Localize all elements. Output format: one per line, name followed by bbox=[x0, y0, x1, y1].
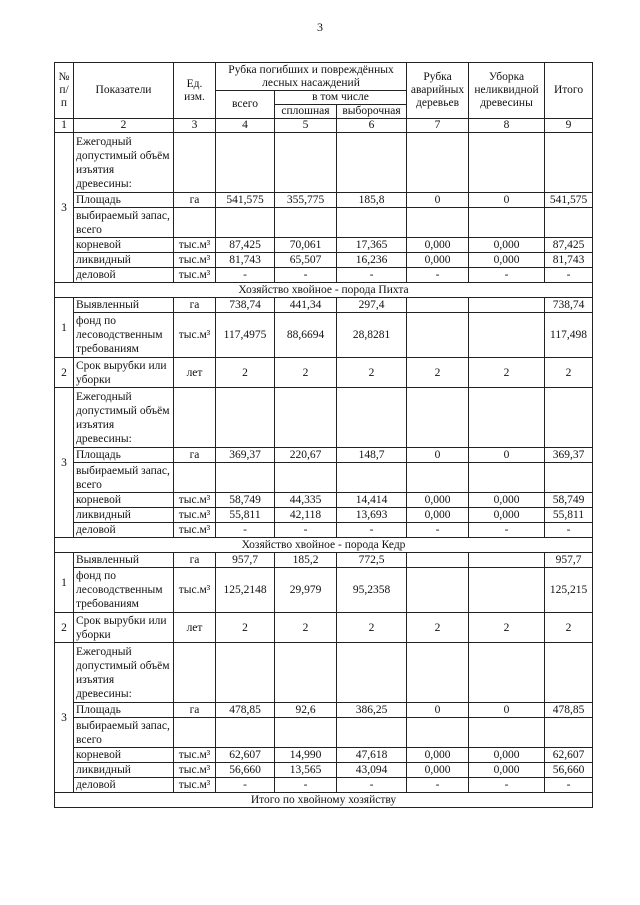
value-cell bbox=[545, 208, 593, 238]
table-row bbox=[55, 508, 593, 523]
value-cell: 0,000 bbox=[407, 238, 469, 253]
unit-cell bbox=[174, 388, 216, 448]
value-cell: 43,094 bbox=[337, 763, 407, 778]
indicator-label: выбираемый запас, всего bbox=[74, 463, 174, 493]
table-row bbox=[55, 358, 593, 388]
value-cell: 55,811 bbox=[545, 508, 593, 523]
value-cell: 0 bbox=[407, 193, 469, 208]
value-cell: 772,5 bbox=[337, 553, 407, 568]
value-cell: 92,6 bbox=[275, 703, 337, 718]
value-cell: 0,000 bbox=[469, 253, 545, 268]
value-cell bbox=[469, 718, 545, 748]
value-cell bbox=[337, 463, 407, 493]
section-header-row bbox=[55, 538, 593, 553]
value-cell: - bbox=[216, 268, 275, 283]
value-cell: 0 bbox=[469, 448, 545, 463]
value-cell: 541,575 bbox=[545, 193, 593, 208]
table-row bbox=[55, 523, 593, 538]
indicator-label: деловой bbox=[74, 523, 174, 538]
value-cell bbox=[407, 298, 469, 313]
value-cell: 441,34 bbox=[275, 298, 337, 313]
value-cell: 62,607 bbox=[216, 748, 275, 763]
header-col-including: в том числе bbox=[275, 91, 407, 105]
table-row bbox=[55, 748, 593, 763]
unit-cell: тыс.м³ bbox=[174, 253, 216, 268]
value-cell: - bbox=[337, 268, 407, 283]
header-col-selective: выборочная bbox=[337, 105, 407, 119]
value-cell bbox=[545, 718, 593, 748]
row-number: 2 bbox=[55, 358, 74, 388]
header-col-num: № п/п bbox=[55, 63, 74, 119]
value-cell bbox=[337, 643, 407, 703]
value-cell: 2 bbox=[216, 358, 275, 388]
column-number: 1 bbox=[55, 119, 74, 133]
header-col-clear: сплошная bbox=[275, 105, 337, 119]
indicator-label: корневой bbox=[74, 238, 174, 253]
table-row bbox=[55, 253, 593, 268]
value-cell: - bbox=[469, 778, 545, 793]
row-number: 3 bbox=[55, 388, 74, 538]
table-row bbox=[55, 718, 593, 748]
value-cell bbox=[275, 208, 337, 238]
value-cell bbox=[545, 133, 593, 193]
unit-cell: тыс.м³ bbox=[174, 568, 216, 613]
value-cell: 185,2 bbox=[275, 553, 337, 568]
value-cell: 13,693 bbox=[337, 508, 407, 523]
value-cell bbox=[407, 553, 469, 568]
value-cell: - bbox=[275, 778, 337, 793]
table-row bbox=[55, 613, 593, 643]
value-cell: - bbox=[469, 268, 545, 283]
value-cell: 0,000 bbox=[469, 493, 545, 508]
table-row bbox=[55, 463, 593, 493]
value-cell: 0,000 bbox=[407, 493, 469, 508]
row-number: 3 bbox=[55, 643, 74, 793]
unit-cell: тыс.м³ bbox=[174, 508, 216, 523]
unit-cell: тыс.м³ bbox=[174, 763, 216, 778]
value-cell: 0,000 bbox=[469, 748, 545, 763]
row-number: 1 bbox=[55, 298, 74, 358]
value-cell: 58,749 bbox=[545, 493, 593, 508]
table-row bbox=[55, 703, 593, 718]
value-cell bbox=[407, 388, 469, 448]
value-cell bbox=[275, 643, 337, 703]
value-cell bbox=[216, 388, 275, 448]
value-cell bbox=[469, 208, 545, 238]
forest-felling-table bbox=[54, 62, 593, 808]
value-cell: - bbox=[545, 778, 593, 793]
indicator-label: фонд по лесоводственным требованиям bbox=[74, 313, 174, 358]
section-title-fir: Хозяйство хвойное - порода Пихта bbox=[55, 283, 593, 298]
value-cell: 65,507 bbox=[275, 253, 337, 268]
header-row-1 bbox=[55, 63, 593, 91]
value-cell: - bbox=[545, 523, 593, 538]
header-col-emergency: Рубка аварийных деревьев bbox=[407, 63, 469, 119]
value-cell bbox=[275, 463, 337, 493]
value-cell: 87,425 bbox=[545, 238, 593, 253]
value-cell: 2 bbox=[275, 358, 337, 388]
value-cell: 2 bbox=[407, 358, 469, 388]
indicator-label: Ежегодный допустимый объём изъятия древесины: bbox=[74, 133, 174, 193]
value-cell: - bbox=[275, 523, 337, 538]
header-col-nonliquid: Уборка неликвидной древесины bbox=[469, 63, 545, 119]
value-cell: 369,37 bbox=[216, 448, 275, 463]
value-cell: 70,061 bbox=[275, 238, 337, 253]
unit-cell bbox=[174, 643, 216, 703]
unit-cell: тыс.м³ bbox=[174, 778, 216, 793]
table-row bbox=[55, 388, 593, 448]
table-row bbox=[55, 553, 593, 568]
value-cell: 81,743 bbox=[545, 253, 593, 268]
value-cell: 47,618 bbox=[337, 748, 407, 763]
column-number: 8 bbox=[469, 119, 545, 133]
section-header-row bbox=[55, 283, 593, 298]
indicator-label: ликвидный bbox=[74, 763, 174, 778]
value-cell bbox=[337, 208, 407, 238]
value-cell bbox=[545, 643, 593, 703]
unit-cell: тыс.м³ bbox=[174, 238, 216, 253]
value-cell: - bbox=[216, 523, 275, 538]
value-cell: - bbox=[545, 268, 593, 283]
table-row bbox=[55, 208, 593, 238]
value-cell bbox=[407, 718, 469, 748]
value-cell bbox=[407, 643, 469, 703]
unit-cell: га bbox=[174, 703, 216, 718]
value-cell: 0 bbox=[407, 703, 469, 718]
value-cell: 44,335 bbox=[275, 493, 337, 508]
indicator-label: выбираемый запас, всего bbox=[74, 208, 174, 238]
value-cell: 297,4 bbox=[337, 298, 407, 313]
value-cell: 957,7 bbox=[216, 553, 275, 568]
value-cell bbox=[469, 298, 545, 313]
value-cell bbox=[216, 643, 275, 703]
table-row bbox=[55, 448, 593, 463]
value-cell: 81,743 bbox=[216, 253, 275, 268]
unit-cell: тыс.м³ bbox=[174, 523, 216, 538]
value-cell: 0,000 bbox=[469, 763, 545, 778]
column-number: 5 bbox=[275, 119, 337, 133]
value-cell bbox=[469, 643, 545, 703]
value-cell: 478,85 bbox=[545, 703, 593, 718]
column-number: 9 bbox=[545, 119, 593, 133]
indicator-label: Выявленный bbox=[74, 298, 174, 313]
value-cell: 29,979 bbox=[275, 568, 337, 613]
table-row bbox=[55, 763, 593, 778]
value-cell: 738,74 bbox=[216, 298, 275, 313]
value-cell: 125,215 bbox=[545, 568, 593, 613]
value-cell: 0 bbox=[469, 703, 545, 718]
value-cell: 56,660 bbox=[216, 763, 275, 778]
table-row bbox=[55, 133, 593, 193]
value-cell: 2 bbox=[216, 613, 275, 643]
value-cell: 28,8281 bbox=[337, 313, 407, 358]
value-cell: 220,67 bbox=[275, 448, 337, 463]
indicator-label: ликвидный bbox=[74, 253, 174, 268]
header-col-unit: Ед. изм. bbox=[174, 63, 216, 119]
unit-cell: тыс.м³ bbox=[174, 313, 216, 358]
value-cell: 2 bbox=[337, 613, 407, 643]
value-cell bbox=[216, 133, 275, 193]
value-cell: 87,425 bbox=[216, 238, 275, 253]
value-cell: - bbox=[337, 523, 407, 538]
indicator-label: корневой bbox=[74, 493, 174, 508]
value-cell: 0,000 bbox=[407, 748, 469, 763]
value-cell: 14,990 bbox=[275, 748, 337, 763]
unit-cell: тыс.м³ bbox=[174, 748, 216, 763]
header-col-felling-group: Рубка погибших и повреждённых лесных насаждений bbox=[216, 63, 407, 91]
indicator-label: Ежегодный допустимый объём изъятия древесины: bbox=[74, 388, 174, 448]
column-number: 2 bbox=[74, 119, 174, 133]
unit-cell: лет bbox=[174, 613, 216, 643]
indicator-label: Срок вырубки или уборки bbox=[74, 613, 174, 643]
value-cell: 2 bbox=[407, 613, 469, 643]
table-row bbox=[55, 568, 593, 613]
total-coniferous-title: Итого по хвойному хозяйству bbox=[55, 793, 593, 808]
indicator-label: фонд по лесоводственным требованиям bbox=[74, 568, 174, 613]
value-cell: 2 bbox=[337, 358, 407, 388]
value-cell: 56,660 bbox=[545, 763, 593, 778]
value-cell: 478,85 bbox=[216, 703, 275, 718]
value-cell: 2 bbox=[469, 358, 545, 388]
indicator-label: выбираемый запас, всего bbox=[74, 718, 174, 748]
value-cell: 0 bbox=[469, 193, 545, 208]
table-row bbox=[55, 493, 593, 508]
value-cell: - bbox=[407, 778, 469, 793]
column-number: 6 bbox=[337, 119, 407, 133]
indicator-label: Площадь bbox=[74, 193, 174, 208]
value-cell bbox=[469, 553, 545, 568]
value-cell: 117,498 bbox=[545, 313, 593, 358]
value-cell bbox=[275, 388, 337, 448]
unit-cell: тыс.м³ bbox=[174, 493, 216, 508]
value-cell bbox=[337, 133, 407, 193]
unit-cell: лет bbox=[174, 358, 216, 388]
value-cell bbox=[275, 718, 337, 748]
column-number: 7 bbox=[407, 119, 469, 133]
indicator-label: Площадь bbox=[74, 703, 174, 718]
value-cell: 17,365 bbox=[337, 238, 407, 253]
value-cell: 185,8 bbox=[337, 193, 407, 208]
column-numbers-row bbox=[55, 119, 593, 133]
indicator-label: корневой bbox=[74, 748, 174, 763]
value-cell: 148,7 bbox=[337, 448, 407, 463]
value-cell: 42,118 bbox=[275, 508, 337, 523]
unit-cell bbox=[174, 718, 216, 748]
value-cell: 117,4975 bbox=[216, 313, 275, 358]
value-cell bbox=[337, 718, 407, 748]
value-cell: 125,2148 bbox=[216, 568, 275, 613]
value-cell: 0,000 bbox=[407, 763, 469, 778]
page-number: 3 bbox=[317, 20, 323, 34]
header-col-total-all: всего bbox=[216, 91, 275, 119]
value-cell bbox=[407, 133, 469, 193]
unit-cell: га bbox=[174, 553, 216, 568]
value-cell: 386,25 bbox=[337, 703, 407, 718]
value-cell: 0,000 bbox=[469, 238, 545, 253]
value-cell: - bbox=[469, 523, 545, 538]
value-cell: 2 bbox=[275, 613, 337, 643]
value-cell: 14,414 bbox=[337, 493, 407, 508]
unit-cell: га bbox=[174, 193, 216, 208]
value-cell: - bbox=[407, 523, 469, 538]
value-cell bbox=[275, 133, 337, 193]
value-cell bbox=[407, 568, 469, 613]
column-number: 4 bbox=[216, 119, 275, 133]
unit-cell: тыс.м³ bbox=[174, 268, 216, 283]
header-col-indicators: Показатели bbox=[74, 63, 174, 119]
value-cell: 16,236 bbox=[337, 253, 407, 268]
unit-cell: га bbox=[174, 448, 216, 463]
table-row bbox=[55, 778, 593, 793]
indicator-label: Выявленный bbox=[74, 553, 174, 568]
row-number: 2 bbox=[55, 613, 74, 643]
table-row bbox=[55, 313, 593, 358]
value-cell: - bbox=[407, 268, 469, 283]
indicator-label: Площадь bbox=[74, 448, 174, 463]
value-cell: 2 bbox=[469, 613, 545, 643]
section-title-cedar: Хозяйство хвойное - порода Кедр bbox=[55, 538, 593, 553]
value-cell bbox=[337, 388, 407, 448]
value-cell: 2 bbox=[545, 613, 593, 643]
indicator-label: деловой bbox=[74, 268, 174, 283]
value-cell: 0,000 bbox=[469, 508, 545, 523]
indicator-label: деловой bbox=[74, 778, 174, 793]
value-cell bbox=[469, 568, 545, 613]
value-cell: 2 bbox=[545, 358, 593, 388]
table-row bbox=[55, 643, 593, 703]
value-cell: 738,74 bbox=[545, 298, 593, 313]
row-number: 3 bbox=[55, 133, 74, 283]
value-cell: 0,000 bbox=[407, 253, 469, 268]
value-cell: 88,6694 bbox=[275, 313, 337, 358]
value-cell bbox=[407, 208, 469, 238]
value-cell: 541,575 bbox=[216, 193, 275, 208]
column-number: 3 bbox=[174, 119, 216, 133]
value-cell: 957,7 bbox=[545, 553, 593, 568]
row-number: 1 bbox=[55, 553, 74, 613]
indicator-label: Ежегодный допустимый объём изъятия древесины: bbox=[74, 643, 174, 703]
value-cell: 369,37 bbox=[545, 448, 593, 463]
value-cell: 0 bbox=[407, 448, 469, 463]
value-cell: 95,2358 bbox=[337, 568, 407, 613]
value-cell bbox=[469, 388, 545, 448]
unit-cell bbox=[174, 208, 216, 238]
value-cell bbox=[545, 388, 593, 448]
value-cell: 355,775 bbox=[275, 193, 337, 208]
value-cell: 62,607 bbox=[545, 748, 593, 763]
value-cell: 13,565 bbox=[275, 763, 337, 778]
unit-cell bbox=[174, 463, 216, 493]
value-cell bbox=[407, 463, 469, 493]
value-cell bbox=[469, 313, 545, 358]
value-cell: - bbox=[216, 778, 275, 793]
value-cell: 0,000 bbox=[407, 508, 469, 523]
value-cell: 58,749 bbox=[216, 493, 275, 508]
indicator-label: ликвидный bbox=[74, 508, 174, 523]
unit-cell: га bbox=[174, 298, 216, 313]
value-cell bbox=[216, 463, 275, 493]
unit-cell bbox=[174, 133, 216, 193]
table-row bbox=[55, 268, 593, 283]
table-row bbox=[55, 298, 593, 313]
value-cell bbox=[216, 718, 275, 748]
value-cell: - bbox=[275, 268, 337, 283]
table-row bbox=[55, 238, 593, 253]
value-cell bbox=[469, 463, 545, 493]
header-col-total: Итого bbox=[545, 63, 593, 119]
value-cell bbox=[216, 208, 275, 238]
indicator-label: Срок вырубки или уборки bbox=[74, 358, 174, 388]
value-cell bbox=[469, 133, 545, 193]
value-cell: 55,811 bbox=[216, 508, 275, 523]
table-row bbox=[55, 193, 593, 208]
section-header-row bbox=[55, 793, 593, 808]
value-cell: - bbox=[337, 778, 407, 793]
value-cell bbox=[545, 463, 593, 493]
value-cell bbox=[407, 313, 469, 358]
